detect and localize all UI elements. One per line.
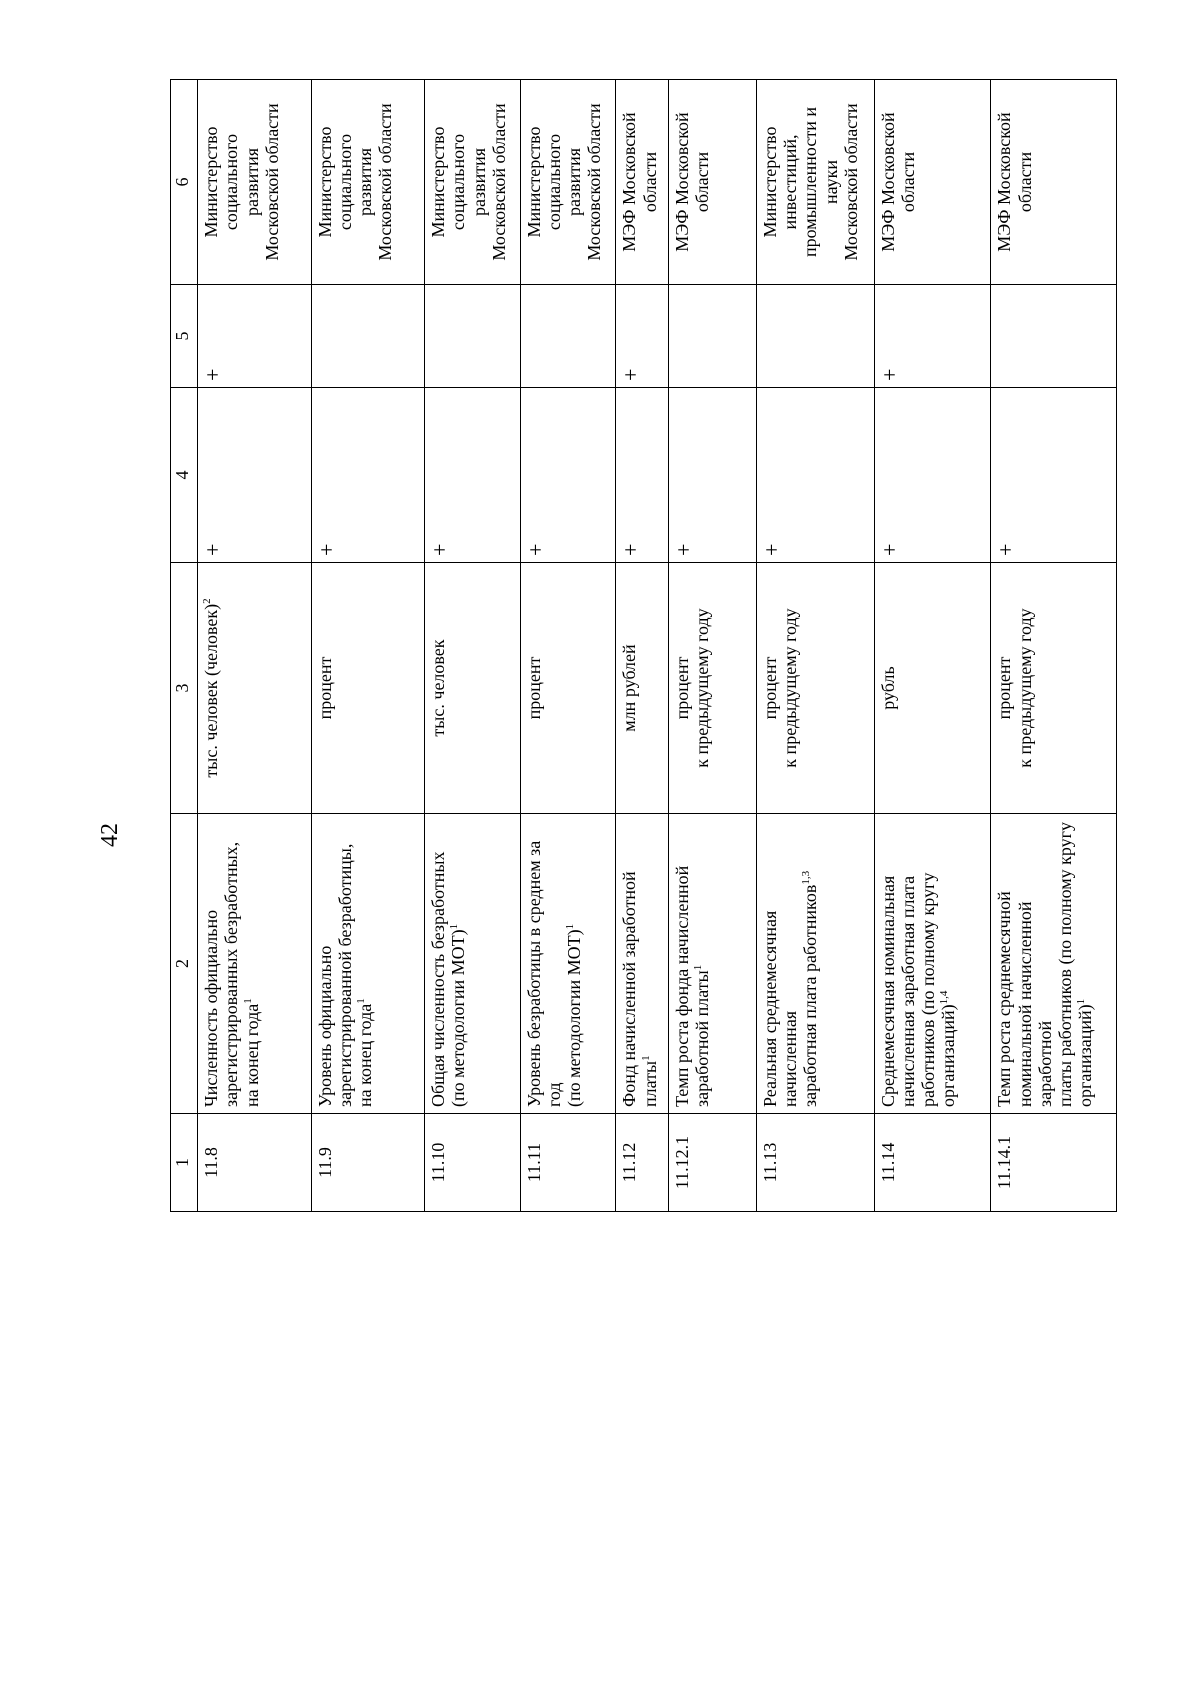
cell-line: Реальная среднемесячная начисленная — [760, 910, 801, 1107]
cell-line: заработная плата работников$^{1,3}$ — [800, 870, 821, 1107]
cell-line: Фонд начисленной заработной платы$^1$ — [619, 871, 660, 1107]
unit-of-measure — [425, 563, 521, 814]
table-row — [425, 80, 521, 1212]
responsible-organization — [425, 80, 521, 285]
cell-line: Среднемесячная номинальная — [877, 875, 898, 1107]
table-row — [520, 80, 616, 1212]
table-row — [668, 80, 756, 1212]
cell-line: на конец года$^1$ — [355, 998, 376, 1107]
responsible-organization — [198, 80, 311, 285]
cell-line: Московской области — [261, 103, 282, 261]
cell-line: млн рублей — [619, 644, 640, 732]
cell-line: Численность официально — [201, 909, 222, 1107]
indicator-name — [520, 814, 616, 1114]
responsible-organization — [874, 80, 991, 285]
mark-column-4: + — [425, 388, 521, 563]
cell-line: (по методологии МОТ)$^1$ — [564, 923, 585, 1107]
mark-column-5 — [668, 285, 756, 388]
cell-line: Министерство социального — [428, 126, 469, 238]
cell-line: Министерство социального — [314, 126, 355, 238]
footnote-ref: 2 — [201, 598, 214, 604]
cell-line: МЭФ Московской области — [671, 112, 712, 252]
column-header-6: 6 — [171, 80, 198, 285]
responsible-organization — [311, 80, 424, 285]
indicator-name — [991, 814, 1117, 1114]
row-number: 11.13 — [757, 1114, 875, 1212]
cell-line: Московской области — [375, 103, 396, 261]
responsible-organization — [616, 80, 668, 285]
cell-line: платы работников (по полному кругу — [1054, 821, 1075, 1107]
indicator-name — [425, 814, 521, 1114]
cell-line: Уровень официально — [314, 945, 335, 1107]
cell-line: МЭФ Московской области — [619, 112, 660, 252]
mark-column-5 — [757, 285, 875, 388]
unit-of-measure — [668, 563, 756, 814]
row-number: 11.10 — [425, 1114, 521, 1212]
column-header-1: 1 — [171, 1114, 198, 1212]
table-row — [874, 80, 991, 1212]
indicator-name — [874, 814, 991, 1114]
cell-line: процент — [523, 656, 544, 720]
mark-column-4: + — [668, 388, 756, 563]
cell-line: зарегистрированной безработицы, — [334, 843, 355, 1107]
mark-column-5 — [520, 285, 616, 388]
unit-of-measure — [198, 563, 311, 814]
cell-line: организаций)$^1$ — [1075, 998, 1096, 1107]
cell-line: промышленности и науки — [800, 107, 841, 257]
unit-of-measure — [991, 563, 1117, 814]
unit-of-measure — [616, 563, 668, 814]
unit-of-measure — [757, 563, 875, 814]
cell-line: процент — [760, 656, 781, 720]
responsible-organization — [991, 80, 1117, 285]
row-number: 11.12 — [616, 1114, 668, 1212]
responsible-organization — [757, 80, 875, 285]
cell-line: МЭФ Московской области — [877, 112, 918, 252]
unit-of-measure — [311, 563, 424, 814]
mark-column-4: + — [520, 388, 616, 563]
cell-line: начисленная заработная плата — [897, 875, 918, 1107]
page-number: 42 — [97, 823, 123, 847]
cell-line: номинальной начисленной заработной — [1014, 901, 1055, 1107]
row-number: 11.8 — [198, 1114, 311, 1212]
mark-column-5: + — [874, 285, 991, 388]
indicators-table — [170, 79, 1117, 1212]
indicator-name — [616, 814, 668, 1114]
footnote-ref: 1,3 — [800, 870, 813, 885]
cell-line: (по методологии МОТ)$^1$ — [448, 923, 469, 1107]
mark-column-5: + — [616, 285, 668, 388]
mark-column-5: + — [198, 285, 311, 388]
cell-line: развития — [468, 148, 489, 217]
cell-line: Министерство социального — [201, 126, 242, 238]
cell-line: Уровень безработицы в среднем за год — [523, 840, 564, 1107]
mark-column-5 — [991, 285, 1117, 388]
cell-line: МЭФ Московской области — [994, 112, 1035, 252]
cell-line: Министерство инвестиций, — [760, 126, 801, 238]
mark-column-4: + — [311, 388, 424, 563]
cell-line: Московской области — [584, 103, 605, 261]
unit-of-measure — [874, 563, 991, 814]
row-number: 11.14 — [874, 1114, 991, 1212]
column-header-5: 5 — [171, 285, 198, 388]
row-number: 11.11 — [520, 1114, 616, 1212]
cell-line: развития — [241, 148, 262, 217]
table-row — [311, 80, 424, 1212]
cell-line: процент — [314, 656, 335, 720]
mark-column-4: + — [757, 388, 875, 563]
mark-column-5 — [311, 285, 424, 388]
cell-line: Общая численность безработных — [428, 851, 449, 1107]
cell-line: рубль — [877, 666, 898, 710]
cell-line: развития — [564, 148, 585, 217]
cell-line: тыс. человек — [428, 639, 449, 737]
cell-line: организаций)$^{1,4}$ — [938, 990, 959, 1107]
cell-line: Московской области — [840, 103, 861, 261]
indicator-name — [198, 814, 311, 1114]
table-row — [198, 80, 311, 1212]
row-number: 11.12.1 — [668, 1114, 756, 1212]
table-row — [991, 80, 1117, 1212]
responsible-organization — [520, 80, 616, 285]
footnote-ref: 1 — [1075, 998, 1088, 1005]
footnote-ref: 1 — [691, 964, 704, 971]
footnote-ref: 1 — [241, 998, 254, 1004]
footnote-ref: 1 — [355, 998, 368, 1004]
indicator-name — [668, 814, 756, 1114]
indicator-name — [311, 814, 424, 1114]
cell-line: развития — [355, 148, 376, 217]
cell-line: заработной платы$^1$ — [691, 964, 712, 1107]
responsible-organization — [668, 80, 756, 285]
cell-line: на конец года$^1$ — [241, 998, 262, 1107]
mark-column-4: + — [874, 388, 991, 563]
row-number: 11.9 — [311, 1114, 424, 1212]
unit-of-measure — [520, 563, 616, 814]
footnote-ref: 1 — [564, 923, 577, 930]
table-row — [757, 80, 875, 1212]
column-header-2: 2 — [171, 814, 198, 1114]
cell-line: к предыдущему году — [691, 608, 712, 768]
rotated-table-container — [170, 80, 1117, 1212]
cell-line: зарегистрированных безработных, — [221, 841, 242, 1107]
cell-line: к предыдущему году — [780, 608, 801, 768]
row-number: 11.14.1 — [991, 1114, 1117, 1212]
header-row — [171, 80, 198, 1212]
cell-line: процент — [994, 656, 1015, 720]
mark-column-4: + — [616, 388, 668, 563]
column-header-4: 4 — [171, 388, 198, 563]
footnote-ref: 1 — [639, 1055, 652, 1061]
mark-column-4: + — [991, 388, 1117, 563]
column-header-3: 3 — [171, 563, 198, 814]
cell-line: процент — [671, 656, 692, 720]
footnote-ref: 1,4 — [938, 990, 951, 1005]
cell-line: Темп роста среднемесячной — [994, 891, 1015, 1107]
cell-line: работников (по полному кругу — [918, 872, 939, 1107]
cell-line: Темп роста фонда начисленной — [671, 865, 692, 1107]
table-row — [616, 80, 668, 1212]
cell-line: к предыдущему году — [1014, 608, 1035, 768]
footnote-ref: 1 — [448, 923, 461, 930]
indicator-name — [757, 814, 875, 1114]
mark-column-5 — [425, 285, 521, 388]
mark-column-4: + — [198, 388, 311, 563]
cell-line: Московской области — [488, 103, 509, 261]
cell-line: тыс. человек (человек)$^2$ — [201, 598, 222, 778]
cell-line: Министерство социального — [523, 126, 564, 238]
